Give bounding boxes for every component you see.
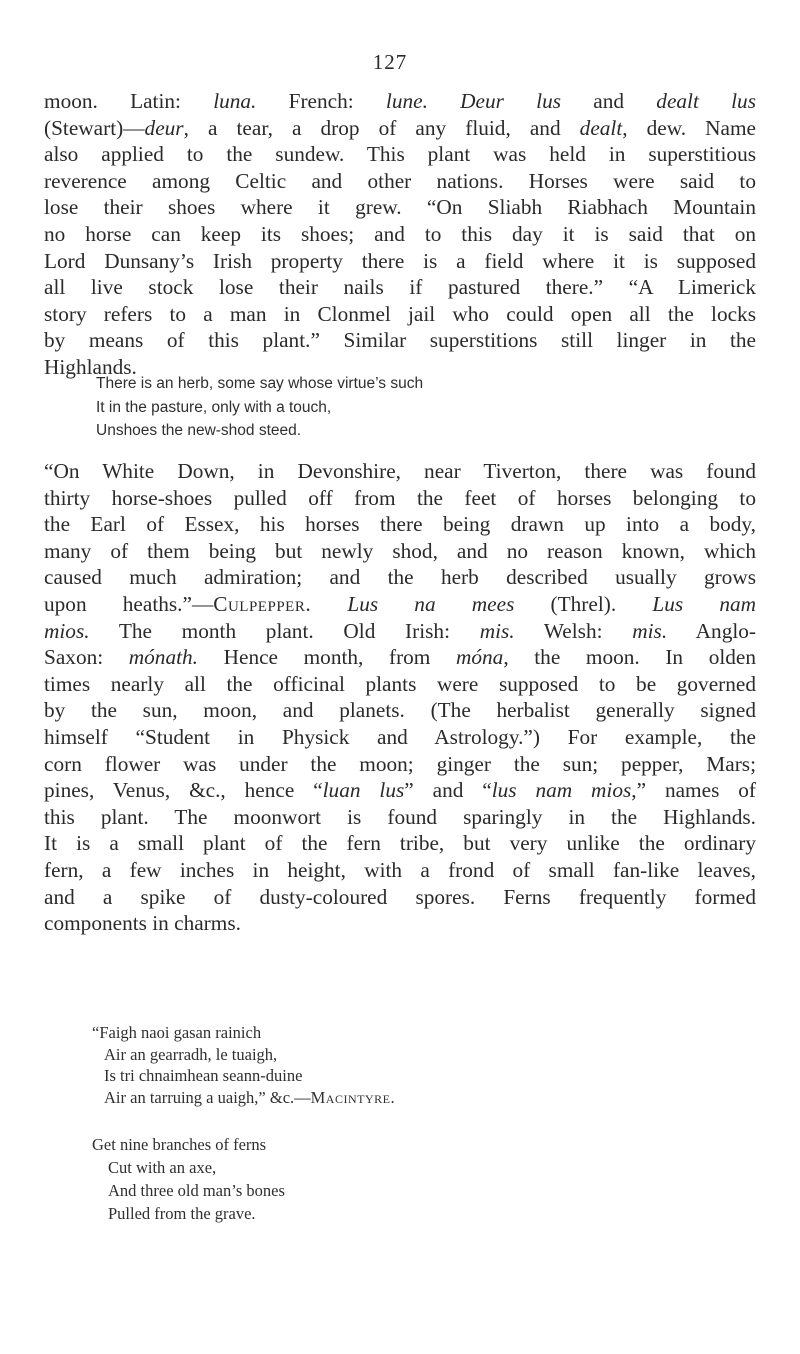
text-line <box>44 301 756 328</box>
text-run: times nearly all the officinal plants were supposed to be governed <box>44 671 756 696</box>
text-line <box>44 194 756 221</box>
text-run: Welsh: <box>514 618 633 643</box>
text-run: Highlands. <box>44 354 137 379</box>
verse-gaelic-charm <box>92 1022 395 1109</box>
text-line <box>44 804 756 831</box>
verse-line: Is tri chnaimhean seann-duine <box>104 1066 303 1086</box>
page-number: 127 <box>372 50 408 74</box>
italic-term: lune. <box>385 89 428 113</box>
text-line <box>44 751 756 778</box>
text-run: upon heaths.”— <box>44 591 214 616</box>
verse-line: There is an herb, some say whose virtue’s such <box>96 375 424 392</box>
text-run: (Threl). <box>514 591 653 616</box>
verse-line: Air an gearradh, le tuaigh, <box>104 1044 278 1064</box>
text-run <box>311 592 347 616</box>
text-run: ” and “ <box>404 778 492 803</box>
verse-line: And three old man’s bones <box>108 1181 285 1200</box>
text-line <box>44 618 756 645</box>
italic-term: dealt <box>579 115 623 140</box>
text-run <box>428 89 460 113</box>
text-line <box>44 884 756 911</box>
text-line <box>44 777 756 804</box>
verse-line: “Faigh naoi gasan rainich <box>92 1023 262 1042</box>
author-attribution: Macintyre. <box>310 1088 396 1108</box>
text-run: reverence among Celtic and other nations. Horses were said to <box>44 168 756 193</box>
text-run: no horse can keep its shoes; and to this day it is said that on <box>44 221 756 246</box>
italic-term: lus nam mios <box>491 778 632 803</box>
text-line <box>44 538 756 565</box>
text-run: also applied to the sundew. This plant was held in superstitious <box>44 142 756 167</box>
text-line <box>44 485 756 512</box>
text-run: , dew. Name <box>622 115 757 140</box>
italic-term: luna. <box>213 89 257 113</box>
italic-term: mis. <box>479 618 515 643</box>
verse-line: It in the pasture, only with a touch, <box>96 398 332 416</box>
verse-english-translation <box>92 1133 285 1225</box>
text-line <box>44 115 756 142</box>
text-run: moon. Latin: <box>44 89 214 113</box>
italic-term: Lus nam <box>652 591 756 616</box>
text-run: story refers to a man in Clonmel jail who could open all the locks <box>44 301 756 326</box>
text-run: The month plant. Old Irish: <box>89 618 480 643</box>
verse-herb-unshoes-steed <box>96 372 423 443</box>
italic-term: mios. <box>44 618 90 643</box>
author-attribution: Culpepper. <box>213 591 312 616</box>
italic-term: mónath. <box>128 645 198 670</box>
text-line <box>44 327 756 354</box>
text-line <box>44 511 756 538</box>
paragraph-white-down-and-month-plant <box>44 458 756 937</box>
text-run: Saxon: <box>44 645 129 670</box>
text-run: by means of this plant.” Similar superstitions still linger in the <box>44 328 756 353</box>
italic-term: deur <box>144 115 184 140</box>
text-run: corn flower was under the moon; ginger the sun; pepper, Mars; <box>44 751 756 776</box>
text-run: (Stewart)— <box>44 115 145 140</box>
text-run: and a spike of dusty-coloured spores. Ferns frequently formed <box>44 884 756 909</box>
italic-term: Lus na mees <box>347 591 515 616</box>
text-run: components in charms. <box>44 911 241 936</box>
verse-line: Air an tarruing a uaigh,” &c.—Macintyre. <box>104 1088 396 1108</box>
text-line <box>44 221 756 248</box>
text-run: “On White Down, in Devonshire, near Tiverton, there was found <box>44 459 756 483</box>
text-line <box>44 644 756 671</box>
text-run: pines, Venus, &c., hence “ <box>44 778 323 803</box>
text-run: It is a small plant of the fern tribe, but very unlike the ordinary <box>44 831 756 856</box>
text-line <box>44 168 756 195</box>
text-line <box>44 248 756 275</box>
text-run: all live stock lose their nails if pastured there.” “A Limerick <box>44 275 756 300</box>
text-line <box>44 857 756 884</box>
italic-term: Deur lus <box>460 89 562 113</box>
text-line <box>44 697 756 724</box>
text-line <box>44 141 756 168</box>
verse-line: Unshoes the new-shod steed. <box>96 422 302 439</box>
paragraph-moonwort-superstitions <box>44 88 756 381</box>
text-run: Lord Dunsany’s Irish property there is a field where it is supposed <box>44 248 756 273</box>
text-run: many of them being but newly shod, and no reason known, which <box>44 538 756 563</box>
verse-line: Pulled from the grave. <box>108 1204 256 1223</box>
italic-term: dealt lus <box>656 89 756 113</box>
text-line <box>44 458 756 485</box>
text-line <box>44 671 756 698</box>
text-run: this plant. The moonwort is found sparingly in the Highlands. <box>44 804 756 829</box>
text-run: fern, a few inches in height, with a frond of small fan-like leaves, <box>44 857 756 882</box>
text-run: , a tear, a drop of any fluid, and <box>183 115 580 140</box>
text-run: Hence month, from <box>198 645 456 670</box>
text-run: caused much admiration; and the herb described usually grows <box>44 565 756 590</box>
text-line <box>44 724 756 751</box>
verse-line: Cut with an axe, <box>108 1158 217 1177</box>
text-run: and <box>561 89 657 113</box>
text-run: Anglo- <box>667 618 757 643</box>
text-line <box>44 910 756 937</box>
text-run: himself “Student in Physick and Astrology.”) For example, the <box>44 724 756 749</box>
text-line <box>44 564 756 591</box>
text-run: thirty horse-shoes pulled off from the feet of horses belonging to <box>44 485 756 510</box>
text-line <box>44 830 756 857</box>
text-run: ,” names of <box>631 778 756 803</box>
verse-line: Get nine branches of ferns <box>92 1135 267 1154</box>
text-line <box>44 591 756 618</box>
text-line <box>44 274 756 301</box>
text-run: the Earl of Essex, his horses there being drawn up into a body, <box>44 512 756 537</box>
text-run: French: <box>256 89 386 113</box>
italic-term: móna <box>456 645 504 670</box>
italic-term: luan lus <box>322 778 405 803</box>
text-run: lose their shoes where it grew. “On Sliabh Riabhach Mountain <box>44 195 756 220</box>
text-line <box>44 88 756 115</box>
italic-term: mis. <box>632 618 668 643</box>
text-run: , the moon. In olden <box>503 645 757 670</box>
text-run: by the sun, moon, and planets. (The herbalist generally signed <box>44 698 756 723</box>
